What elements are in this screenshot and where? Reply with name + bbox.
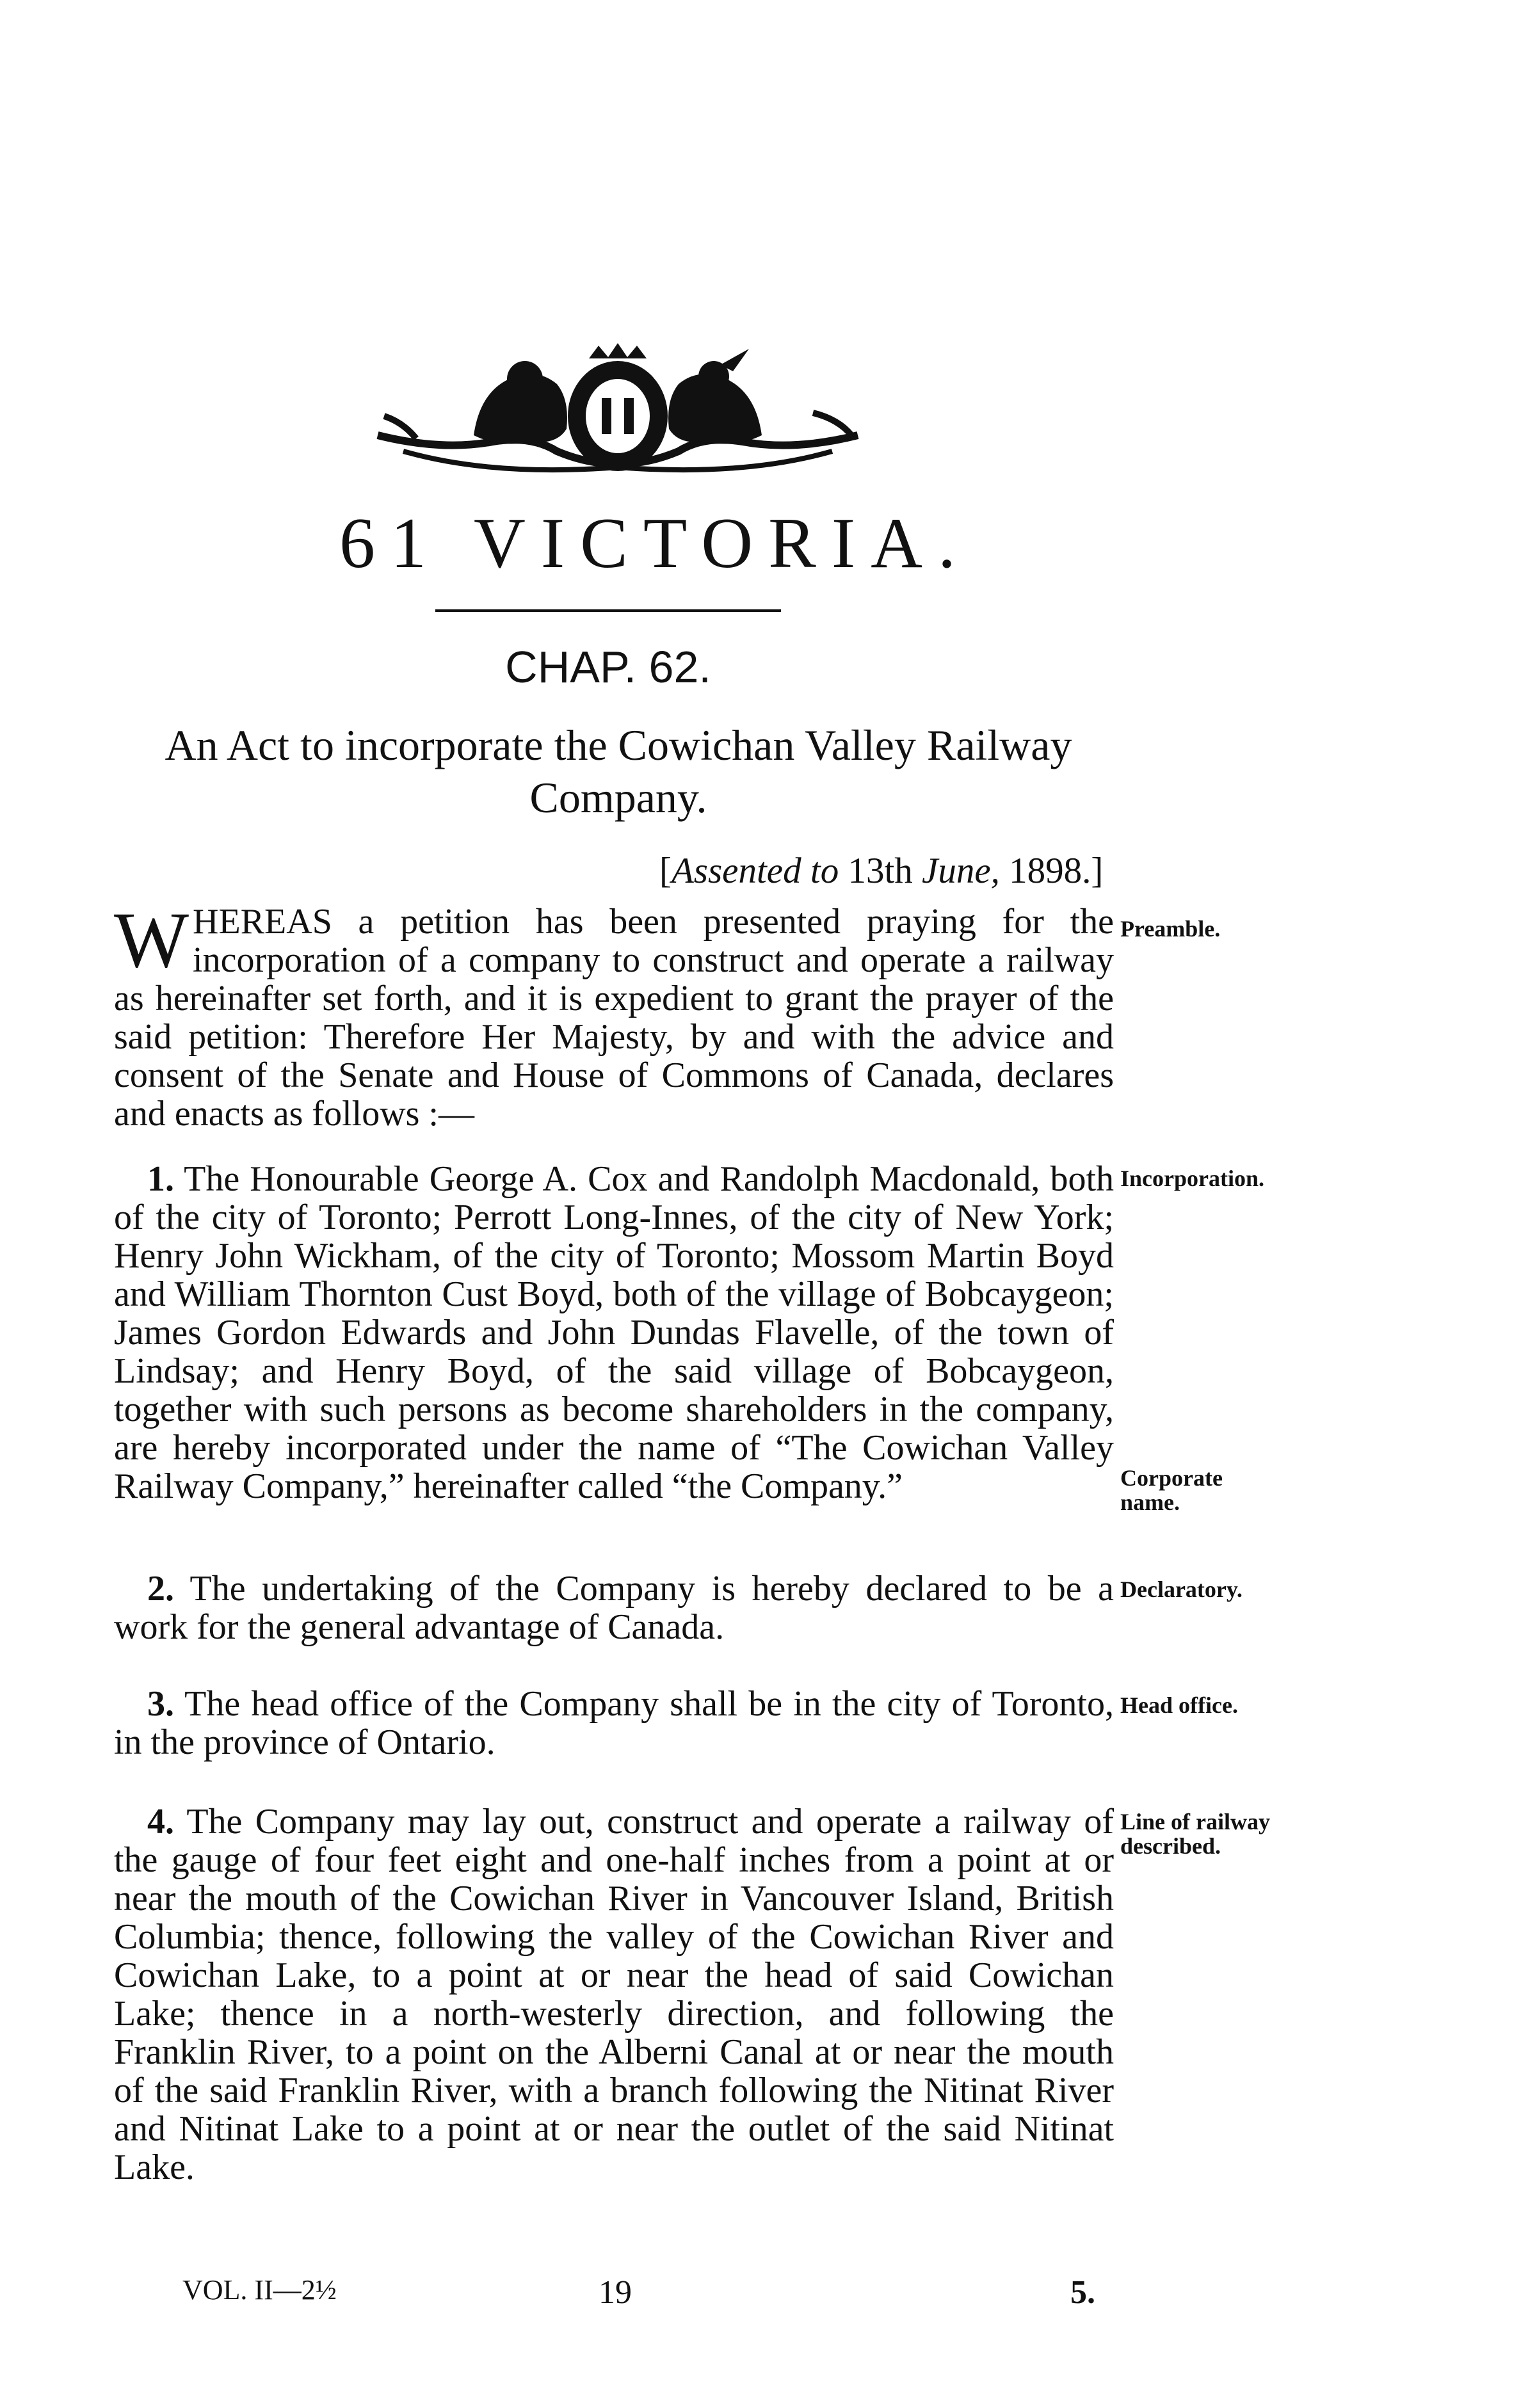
assent-date (659, 850, 1120, 892)
page-number: 19 (599, 2274, 632, 2311)
marginal-note-head-office: Head office. (1120, 1692, 1238, 1718)
chapter-number: CHAP. 62. (505, 642, 711, 692)
section-4 (114, 1802, 1114, 2187)
section-number: 4. (147, 1802, 174, 1842)
heading-rule (435, 609, 781, 612)
assent-year: 1898.] (1009, 851, 1104, 891)
section-text: The Company may lay out, construct and operate a railway of the gauge of four feet eight and one-half inches from a point at or near the mouth of the Cowichan River in Vancouver Island, British Columbia; thence, following the valley of the Cowichan River and Cowichan Lake, to a point at or near the head of said Cowichan Lake; thence in a north-westerly direction, and following the Franklin River, to a point on the Alberni Canal at or near the mouth of the said Franklin River, with a branch following the Nitinat River and Nitinat Lake to a point at or near the outlet of the said Nitinat Lake. (114, 1802, 1114, 2187)
act-title: An Act to incorporate the Cowichan Valley Railway Company. (165, 721, 1072, 822)
preamble-paragraph (114, 896, 1114, 1134)
section-number: 1. (147, 1159, 174, 1199)
volume-signature: VOL. II—2½ (182, 2274, 337, 2306)
assent-month: June, (922, 851, 1000, 891)
section-text: The head office of the Company shall be in the city of Toronto, in the province of Ontario. (114, 1684, 1114, 1762)
preamble-text: HEREAS a petition has been presented praying for the incorporation of a company to construct and operate a railway as hereinafter set forth, and it is expedient to grant the prayer of the said petition: Therefore Her Majesty, by and with the advice and consent of the Senate and House of Commons of Canada, declares and enacts as follows :— (114, 902, 1114, 1134)
section-number: 3. (147, 1684, 174, 1724)
page-footer (0, 2274, 1521, 2325)
marginal-note-declaratory: Declaratory. (1120, 1577, 1243, 1602)
regnal-year-heading: 61 VICTORIA. (339, 504, 972, 583)
section-text: The Honourable George A. Cox and Randolph Macdonald, both of the city of Toronto; Perrott Long-Innes, of the city of New York; Henry John Wickham, of the city of Toronto; Mossom Martin Boyd and William Thornton Cust Boyd, both of the village of Bobcaygeon; James Gordon Edwards and John Dundas Flavelle, of the town of Lindsay; and Henry Boyd, of the said village of Bobcaygeon, together with such persons as become shareholders in the company, are hereby incorporated under the name of “The Cowichan Valley Railway Company,” hereinafter called “the Company.” (114, 1159, 1114, 1506)
section-text: The undertaking of the Company is hereby declared to be a work for the general advantage of Canada. (114, 1569, 1114, 1647)
marginal-note-incorporation: Incorporation. (1120, 1166, 1264, 1191)
assent-phrase: Assented to (671, 851, 839, 891)
royal-coat-of-arms-icon (365, 339, 871, 486)
section-2 (114, 1569, 1114, 1646)
section-1 (114, 1160, 1114, 1505)
marginal-note-corporate-name: Corporate name. (1120, 1465, 1223, 1515)
assent-bracket: [ (659, 851, 672, 891)
printer-signature: 5. (1070, 2274, 1095, 2311)
assent-day: 13th (848, 851, 913, 891)
marginal-note-line-described: Line of railway described. (1120, 1809, 1270, 1859)
drop-cap: W (114, 896, 189, 984)
section-3 (114, 1685, 1114, 1762)
marginal-note-preamble: Preamble. (1120, 916, 1221, 942)
section-number: 2. (147, 1569, 174, 1609)
